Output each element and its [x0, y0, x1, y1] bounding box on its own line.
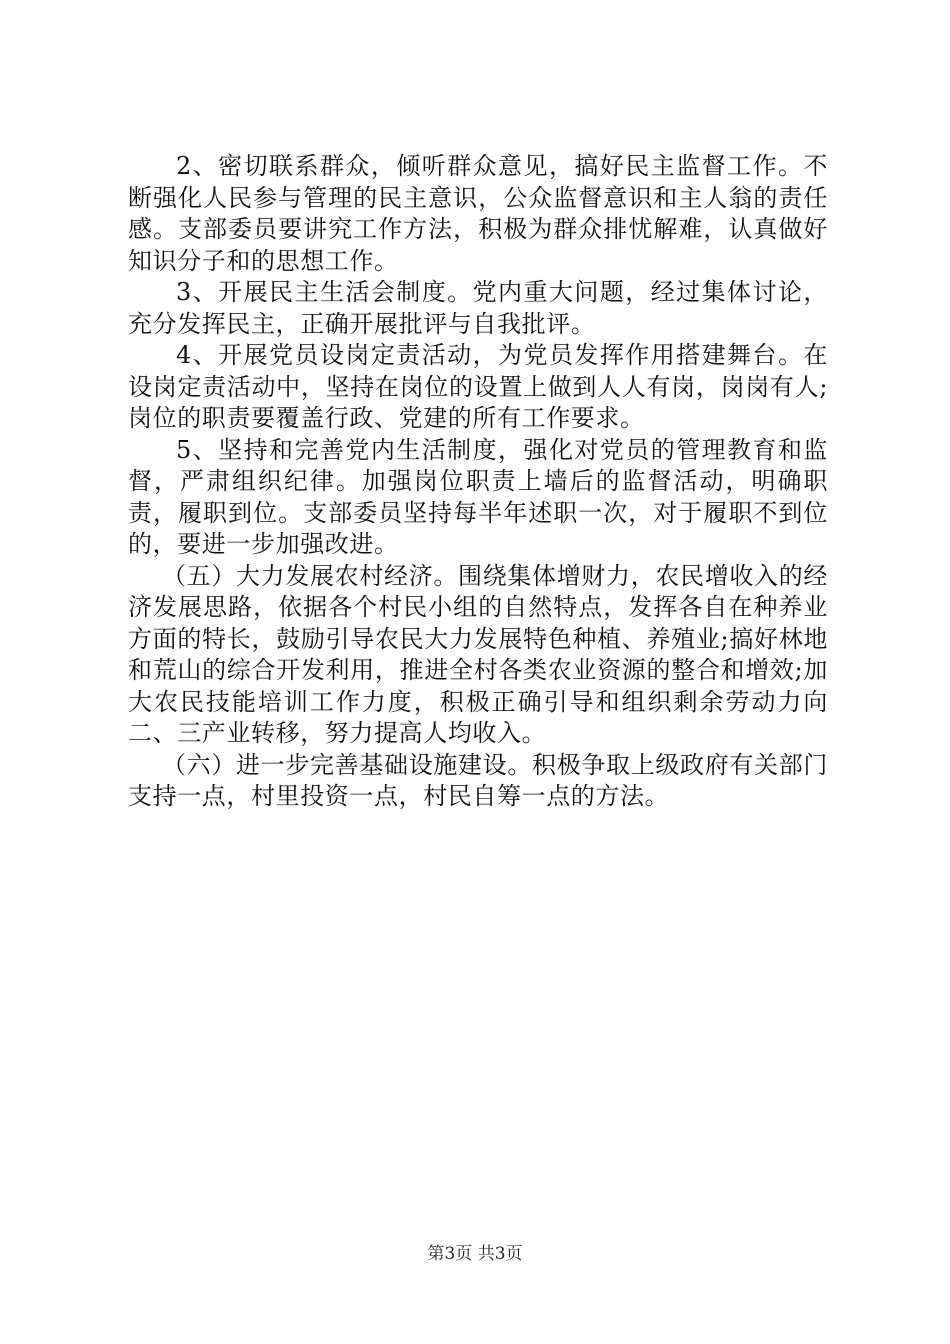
- page-footer: 第3页 共3页: [427, 1244, 523, 1264]
- paragraph-item-5: 5、坚持和完善党内生活制度，强化对党员的管理教育和监督，严肃组织纪律。加强岗位职责上墙后的监督活动，明确职责，履职到位。支部委员坚持每半年述职一次，对于履职不到位的，要进一步加强改进。: [128, 435, 828, 558]
- paragraph-section-5: （五）大力发展农村经济。围绕集体增财力，农民增收入的经济发展思路，依据各个村民小组的自然特点，发挥各自在种养业方面的特长，鼓励引导农民大力发展特色种植、养殖业;搞好林地和荒山的综合开发利用，推进全村各类农业资源的整合和增效;加大农民技能培训工作力度，积极正确引导和组织剩余劳动力向二、三产业转移，努力提高人均收入。: [128, 561, 828, 747]
- paragraph-item-2: 2、密切联系群众，倾听群众意见，搞好民主监督工作。不断强化人民参与管理的民主意识，公众监督意识和主人翁的责任感。支部委员要讲究工作方法，积极为群众排忧解难，认真做好知识分子和的思想工作。: [128, 152, 828, 275]
- paragraph-item-4: 4、开展党员设岗定责活动，为党员发挥作用搭建舞台。在设岗定责活动中，坚持在岗位的设置上做到人人有岗，岗岗有人;岗位的职责要覆盖行政、党建的所有工作要求。: [128, 341, 828, 432]
- paragraph-section-6: （六）进一步完善基础设施建设。积极争取上级政府有关部门支持一点，村里投资一点，村民自筹一点的方法。: [128, 750, 828, 810]
- document-body: [128, 151, 828, 813]
- paragraph-item-3: 3、开展民主生活会制度。党内重大问题，经过集体讨论，充分发挥民主，正确开展批评与自我批评。: [128, 278, 828, 338]
